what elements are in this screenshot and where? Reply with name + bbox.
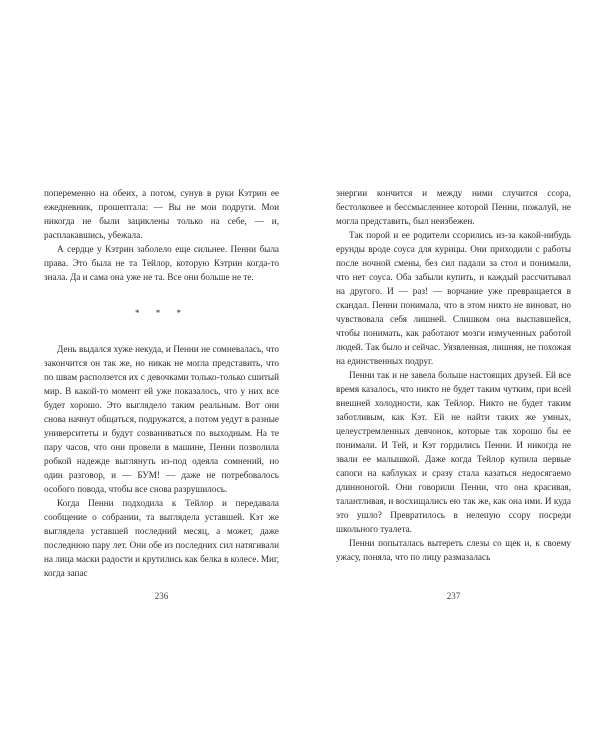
right-page-number: 237: [446, 591, 461, 601]
left-paragraph-3: День выдался хуже некуда, и Пенни не сомневалась, что закончится он так же, но никак не могла представить, что по швам расползется их с девочками только-только сшитый мир. В какой-то момент ей уже показалось, что у них все будет хорошо. Это выглядело таким реальным. Вот они снова начнут общаться, подружатся, а потом уедут в разные университеты и будут созваниваться по выходным. На те пару часов, что они провели в машине, Пенни позволила робкой надежде выглянуть из-под одеяла сомнений, но один разговор, и — БУМ! — даже не потребовалось особого повода, чтобы все снова разрушилось.: [44, 344, 279, 494]
right-paragraph-4: Пенни попыталась вытереть слезы со щек и, к своему ужасу, поняла, что по лицу размазалась: [336, 538, 571, 562]
right-page: [336, 186, 571, 564]
left-page: [44, 186, 279, 580]
right-paragraph-1: энергии кончится и между ними случится ссора, бестолковее и бессмысленнее которой Пенни, пожалуй, не могла представить, был неизбежен.: [336, 188, 571, 226]
right-paragraph-3: Пенни так и не завела больше настоящих друзей. Ей все время казалось, что никто не будет таким чутким, при всей внешней холодности, как Тейлор. Никто не будет таким заботливым, как Кэт. Ей не найти таких же умных, целеустремленных девчонок, которые так хорошо бы ее понимали. И Тей, и Кэт гордились Пенни. И никогда не звали ее малышкой. Даже когда Тейлор купила первые сапоги на каблуках и сразу стала казаться недосягаемо длинноногой. Они говорили Пенни, что она красивая, талантливая, и восхищались ею так же, как она ими. И куда это ушло? Превратилось в нелепую ссору посреди школьного туалета.: [336, 370, 571, 534]
section-separator: * * *: [135, 308, 188, 318]
left-page-number: 236: [154, 591, 169, 601]
left-paragraph-4: Когда Пенни подходила к Тейлор и передавала сообщение о собрании, та выглядела уставшей. Кэт же выглядела уставшей последний месяц, а может, даже последнюю пару лет. Они обе из последних сил натягивали на лица маски радости и крутились как белка в колесе. Миг, когда запас: [44, 498, 279, 578]
left-paragraph-1: попеременно на обеих, а потом, сунув в руки Кэтрин ее ежедневник, прошептала: — Вы не мои подруги. Мои никогда не были зациклены только на себе, — и, расплакавшись, убежала.: [44, 188, 279, 240]
right-paragraph-2: Так порой и ее родители ссорились из-за какой-нибудь ерунды вроде соуса для курицы. Они приходили с работы после ночной смены, без сил падали за стол и понимали, что нет соуса. Оба забыли купить, и каждый рассчитывал на другого. И — раз! — ворчание уже превращается в скандал. Пенни понимала, что в этом никто не виноват, но чувствовала себя лишней. Слишком она выспавшейся, чтобы понимать, как работают мозги измученных работой людей. Так было и сейчас. Уязвленная, лишняя, не похожая на единственных подруг.: [336, 230, 571, 366]
left-paragraph-2: А сердце у Кэтрин заболело еще сильнее. Пенни была права. Это была не та Тейлор, которую Кэтрин когда-то знала. Да и сама она уже не та. Все они больше не те.: [44, 244, 279, 282]
